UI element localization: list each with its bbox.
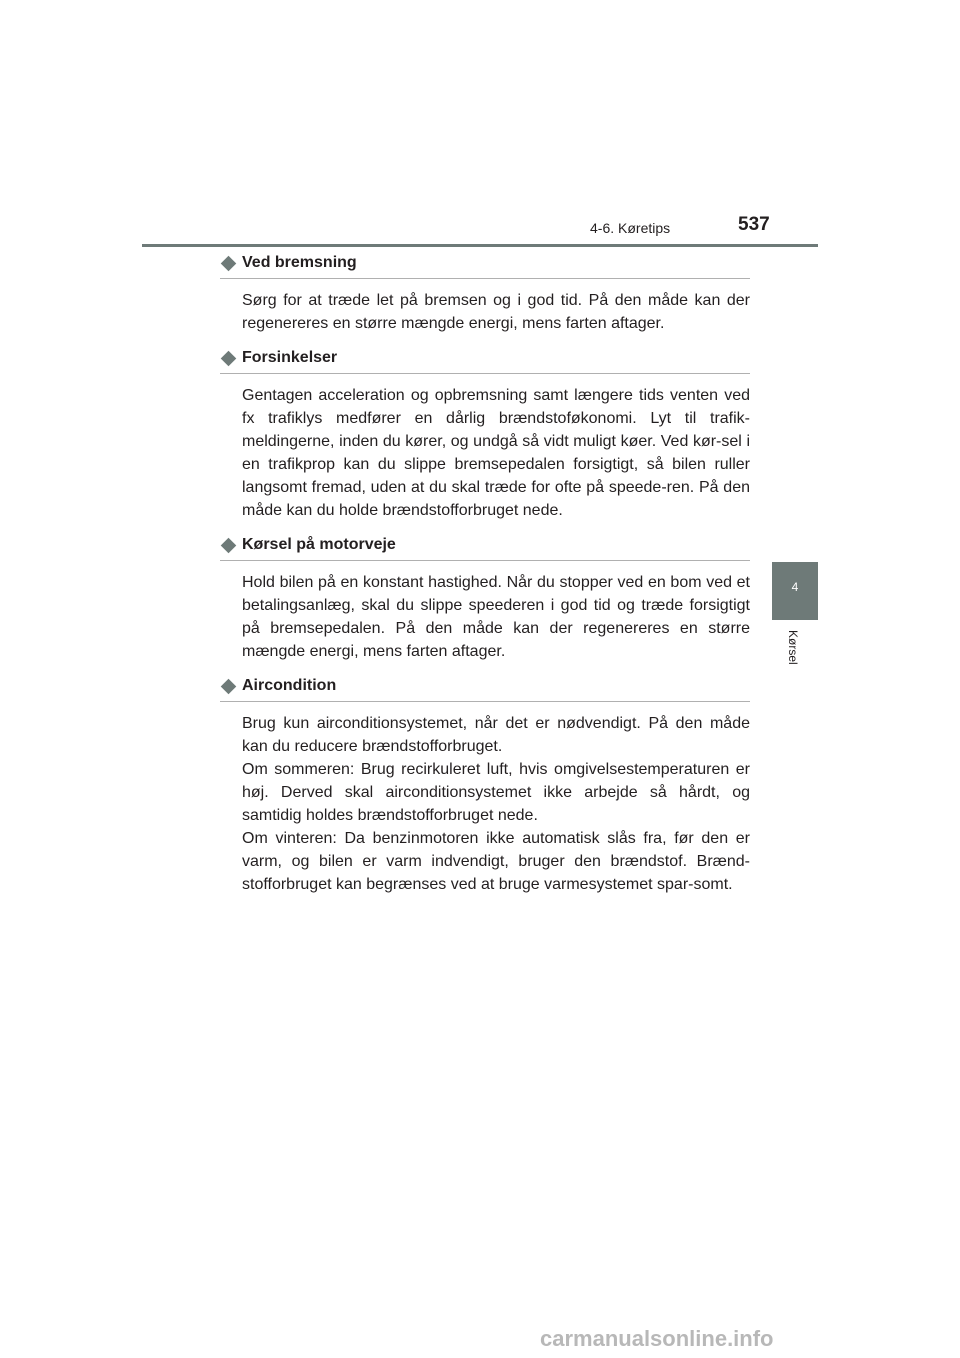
section-body	[220, 289, 750, 335]
paragraph: Hold bilen på en konstant hastighed. Når du stopper ved en bom ved et betalingsanlæg, skal du slippe speederen i god tid og træde forsigtigt på bremsepedalen. På den måde kan der regenereres en større mængde energi, mens farten aftager.	[242, 574, 750, 660]
section-ved-bremsning	[220, 252, 750, 335]
section-koersel-paa-motorveje	[220, 534, 750, 663]
header-section-title: 4-6. Køretips	[590, 220, 671, 236]
section-title: Aircondition	[242, 677, 337, 694]
paragraph: Om vinteren: Da benzinmotoren ikke automatisk slås fra, før den er varm, og bilen er varm indvendigt, bruger den brændstof. Brænd-stofforbruget kan begrænses ved at bruge varmesystemet spar-somt.	[242, 830, 750, 893]
header-rule	[142, 244, 818, 247]
watermark: carmanualsonline.info	[540, 1326, 774, 1351]
section-title: Ved bremsning	[242, 254, 357, 271]
section-heading	[220, 347, 750, 374]
paragraph: Om sommeren: Brug recirkuleret luft, hvis omgivelsestemperaturen er høj. Derved skal airconditionsystemet ikke arbejde så hårdt, og samtidig holdes brændstofforbruget nede.	[242, 761, 750, 824]
diamond-bullet-icon	[221, 678, 237, 694]
diamond-bullet-icon	[221, 350, 237, 366]
section-body	[220, 571, 750, 663]
section-heading	[220, 675, 750, 702]
section-body	[220, 384, 750, 522]
page-number: 537	[738, 214, 770, 235]
paragraph: Brug kun airconditionsystemet, når det er nødvendigt. På den måde kan du reducere brændstofforbruget.	[242, 715, 750, 755]
chapter-number: 4	[791, 580, 799, 594]
section-aircondition	[220, 675, 750, 896]
page-content	[220, 252, 750, 908]
section-body	[220, 712, 750, 896]
section-heading	[220, 252, 750, 279]
section-title: Kørsel på motorveje	[242, 536, 396, 553]
paragraph: Sørg for at træde let på bremsen og i god tid. På den måde kan der regenereres en større mængde energi, mens farten aftager.	[242, 292, 750, 332]
section-title: Forsinkelser	[242, 349, 338, 366]
paragraph: Gentagen acceleration og opbremsning samt længere tids venten ved fx trafiklys medfører en dårlig brændstoføkonomi. Lyt til trafik-meldingerne, inden du kører, og undgå så vidt muligt køer. Ved kør-sel i en trafikprop kan du slippe bremsepedalen forsigtigt, så bilen ruller langsomt fremad, uden at du skal træde for ofte på speede-ren. På den måde kan du holde brændstofforbruget nede.	[242, 387, 750, 519]
chapter-tab	[772, 562, 818, 620]
diamond-bullet-icon	[221, 255, 237, 271]
section-heading	[220, 534, 750, 561]
section-forsinkelser	[220, 347, 750, 522]
diamond-bullet-icon	[221, 537, 237, 553]
chapter-label: Kørsel	[786, 630, 800, 665]
